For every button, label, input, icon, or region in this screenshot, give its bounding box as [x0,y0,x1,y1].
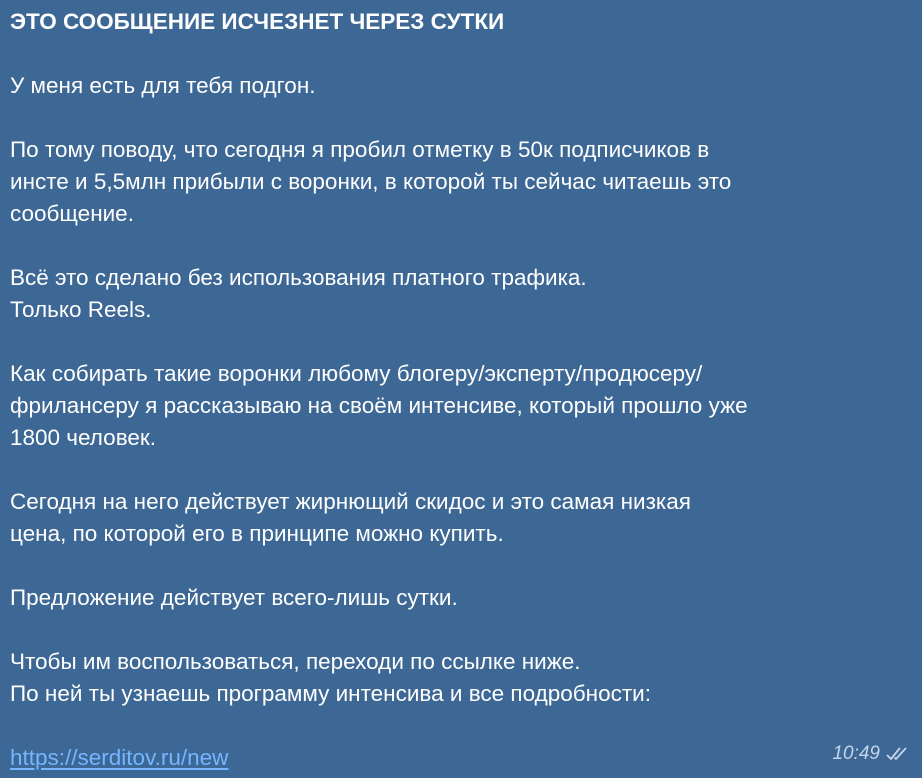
message-line: цена, по которой его в принципе можно купить. [10,521,504,546]
message-paragraph [10,358,908,454]
message-line: Всё это сделано без использования платного трафика. [10,265,587,290]
message-line: Чтобы им воспользоваться, переходи по ссылке ниже. [10,649,581,674]
link-row [10,742,908,774]
message-meta [832,738,910,770]
message-line: фрилансеру я рассказываю на своём интенсиве, который прошло уже [10,393,748,418]
message-paragraph [10,70,908,102]
message-line: Сегодня на него действует жирнющий скидос и это самая низкая [10,489,691,514]
message-line: Только Reels. [10,297,152,322]
message-link[interactable]: https://serditov.ru/new [10,745,229,770]
message-line: Предложение действует всего-лишь сутки. [10,585,458,610]
message-line: По тому поводу, что сегодня я пробил отметку в 50к подписчиков в [10,137,710,162]
message-line: У меня есть для тебя подгон. [10,73,316,98]
message-paragraph [10,134,908,230]
message-title: ЭТО СООБЩЕНИЕ ИСЧЕЗНЕТ ЧЕРЕЗ СУТКИ [10,9,505,34]
double-check-icon [886,746,910,762]
message-paragraph [10,486,908,550]
message-line: 1800 человек. [10,425,156,450]
message-line: инсте и 5,5млн прибыли с воронки, в которой ты сейчас читаешь это [10,169,732,194]
message-paragraph [10,582,908,614]
message-line: По ней ты узнаешь программу интенсива и все подробности: [10,681,651,706]
message-paragraph [10,262,908,326]
message-time: 10:49 [832,743,880,764]
message-paragraph [10,646,908,710]
message-line: Как собирать такие воронки любому блогеру/эксперту/продюсеру/ [10,361,703,386]
message-line: сообщение. [10,201,134,226]
